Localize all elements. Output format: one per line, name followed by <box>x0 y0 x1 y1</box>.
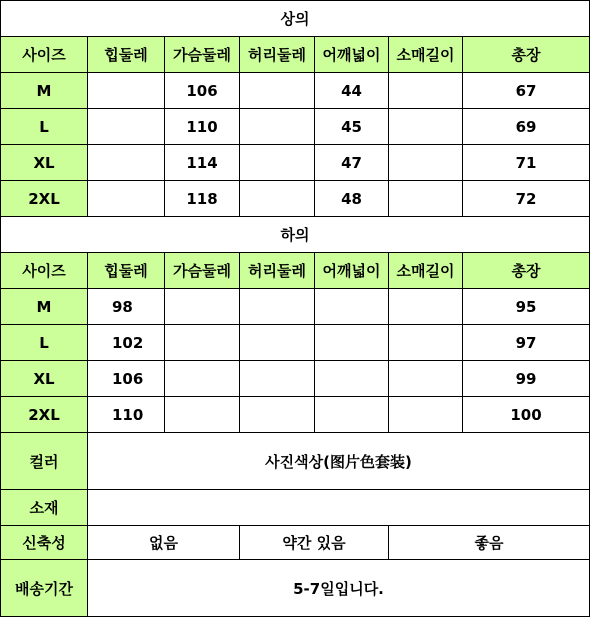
top-title-row <box>1 1 590 37</box>
bottom-header-chest: 가슴둘레 <box>165 253 240 289</box>
bottom-header-waist: 허리둘레 <box>240 253 315 289</box>
stretch-row <box>1 526 590 560</box>
top-hip-cell <box>88 145 165 181</box>
top-hip-cell <box>88 181 165 217</box>
stretch-label: 신축성 <box>1 526 88 560</box>
bottom-sleeve-cell <box>389 325 463 361</box>
bottom-row-xl <box>1 361 590 397</box>
top-row-2xl <box>1 181 590 217</box>
bottom-size-cell: L <box>1 325 88 361</box>
material-row <box>1 490 590 526</box>
top-header-row <box>1 37 590 73</box>
top-shoulder-cell: 48 <box>315 181 389 217</box>
bottom-shoulder-cell <box>315 325 389 361</box>
top-sleeve-cell <box>389 109 463 145</box>
bottom-length-cell: 95 <box>463 289 590 325</box>
bottom-header-hip: 힙둘레 <box>88 253 165 289</box>
top-header-size: 사이즈 <box>1 37 88 73</box>
color-row <box>1 433 590 490</box>
top-length-cell: 71 <box>463 145 590 181</box>
bottom-header-length: 총장 <box>463 253 590 289</box>
bottom-row-m <box>1 289 590 325</box>
top-header-shoulder: 어깨넓이 <box>315 37 389 73</box>
top-chest-cell: 106 <box>165 73 240 109</box>
top-chest-cell: 118 <box>165 181 240 217</box>
stretch-option-good: 좋음 <box>389 526 590 560</box>
top-sleeve-cell <box>389 145 463 181</box>
color-value: 사진색상(图片色套装) <box>88 433 590 490</box>
top-waist-cell <box>240 145 315 181</box>
top-length-cell: 67 <box>463 73 590 109</box>
bottom-shoulder-cell <box>315 289 389 325</box>
bottom-section-title: 하의 <box>1 217 590 253</box>
top-hip-cell <box>88 73 165 109</box>
bottom-waist-cell <box>240 361 315 397</box>
bottom-sleeve-cell <box>389 361 463 397</box>
top-size-cell: L <box>1 109 88 145</box>
top-sleeve-cell <box>389 73 463 109</box>
shipping-row <box>1 560 590 617</box>
color-label: 컬러 <box>1 433 88 490</box>
top-waist-cell <box>240 109 315 145</box>
top-header-hip: 힙둘레 <box>88 37 165 73</box>
top-waist-cell <box>240 181 315 217</box>
bottom-header-shoulder: 어깨넓이 <box>315 253 389 289</box>
bottom-hip-cell: 102 <box>88 325 165 361</box>
top-sleeve-cell <box>389 181 463 217</box>
top-size-cell: M <box>1 73 88 109</box>
shipping-label: 배송기간 <box>1 560 88 617</box>
bottom-waist-cell <box>240 289 315 325</box>
material-value <box>88 490 590 526</box>
bottom-header-sleeve: 소매길이 <box>389 253 463 289</box>
bottom-title-row <box>1 217 590 253</box>
bottom-hip-cell: 98 <box>88 289 165 325</box>
top-chest-cell: 110 <box>165 109 240 145</box>
top-waist-cell <box>240 73 315 109</box>
top-shoulder-cell: 47 <box>315 145 389 181</box>
top-row-xl <box>1 145 590 181</box>
bottom-row-2xl <box>1 397 590 433</box>
bottom-sleeve-cell <box>389 289 463 325</box>
stretch-option-some: 약간 있음 <box>240 526 389 560</box>
top-header-sleeve: 소매길이 <box>389 37 463 73</box>
bottom-length-cell: 97 <box>463 325 590 361</box>
top-size-cell: XL <box>1 145 88 181</box>
top-hip-cell <box>88 109 165 145</box>
top-header-length: 총장 <box>463 37 590 73</box>
bottom-sleeve-cell <box>389 397 463 433</box>
bottom-chest-cell <box>165 289 240 325</box>
top-shoulder-cell: 45 <box>315 109 389 145</box>
bottom-chest-cell <box>165 397 240 433</box>
bottom-hip-cell: 106 <box>88 361 165 397</box>
stretch-option-none: 없음 <box>88 526 240 560</box>
top-chest-cell: 114 <box>165 145 240 181</box>
top-header-chest: 가슴둘레 <box>165 37 240 73</box>
bottom-length-cell: 100 <box>463 397 590 433</box>
bottom-chest-cell <box>165 325 240 361</box>
bottom-chest-cell <box>165 361 240 397</box>
bottom-shoulder-cell <box>315 397 389 433</box>
bottom-size-cell: 2XL <box>1 397 88 433</box>
bottom-row-l <box>1 325 590 361</box>
top-section-title: 상의 <box>1 1 590 37</box>
bottom-length-cell: 99 <box>463 361 590 397</box>
top-length-cell: 69 <box>463 109 590 145</box>
bottom-size-cell: M <box>1 289 88 325</box>
bottom-hip-cell: 110 <box>88 397 165 433</box>
bottom-size-cell: XL <box>1 361 88 397</box>
top-shoulder-cell: 44 <box>315 73 389 109</box>
top-row-l <box>1 109 590 145</box>
top-size-cell: 2XL <box>1 181 88 217</box>
bottom-shoulder-cell <box>315 361 389 397</box>
bottom-header-row <box>1 253 590 289</box>
top-header-waist: 허리둘레 <box>240 37 315 73</box>
top-length-cell: 72 <box>463 181 590 217</box>
bottom-waist-cell <box>240 397 315 433</box>
bottom-waist-cell <box>240 325 315 361</box>
top-row-m <box>1 73 590 109</box>
shipping-value: 5-7일입니다. <box>88 560 590 617</box>
material-label: 소재 <box>1 490 88 526</box>
bottom-header-size: 사이즈 <box>1 253 88 289</box>
